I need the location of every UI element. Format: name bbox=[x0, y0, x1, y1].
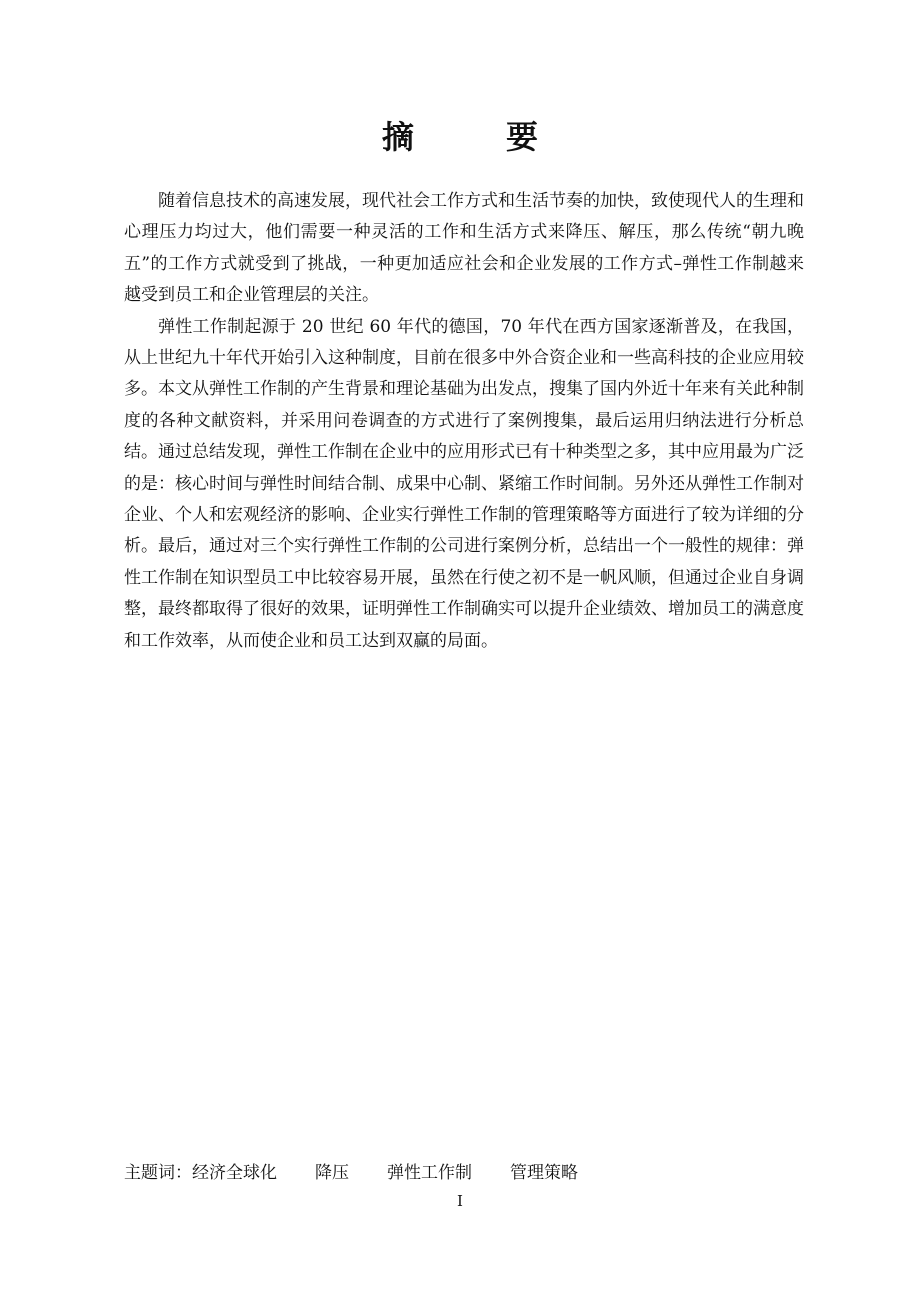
keywords-label: 主题词： bbox=[124, 1163, 192, 1183]
keyword-3: 弹性工作制 bbox=[387, 1163, 472, 1183]
keywords-line bbox=[124, 1160, 804, 1186]
page-number: I bbox=[457, 1192, 463, 1210]
abstract-body bbox=[124, 186, 804, 657]
abstract-paragraph-2: 弹性工作制起源于 20 世纪 60 年代的德国，70 年代在西方国家逐渐普及，在我国，从上世纪九十年代开始引入这种制度，目前在很多中外合资企业和一些高科技的企业应用较多。本文从弹性工作制的产生背景和理论基础为出发点，搜集了国内外近十年来有关此种制度的各种文献资料，并采用问卷调查的方式进行了案例搜集，最后运用归纳法进行分析总结。通过总结发现，弹性工作制在企业中的应用形式已有十种类型之多，其中应用最为广泛的是：核心时间与弹性时间结合制、成果中心制、紧缩工作时间制。另外还从弹性工作制对企业、个人和宏观经济的影响、企业实行弹性工作制的管理策略等方面进行了较为详细的分析。最后，通过对三个实行弹性工作制的公司进行案例分析，总结出一个一般性的规律：弹性工作制在知识型员工中比较容易开展，虽然在行使之初不是一帆风顺，但通过企业自身调整，最终都取得了很好的效果，证明弹性工作制确实可以提升企业绩效、增加员工的满意度和工作效率，从而使企业和员工达到双赢的局面。 bbox=[124, 316, 804, 651]
keyword-1: 经济全球化 bbox=[192, 1163, 277, 1183]
abstract-paragraph-1: 随着信息技术的高速发展，现代社会工作方式和生活节奏的加快，致使现代人的生理和心理压力均过大，他们需要一种灵活的工作和生活方式来降压、解压，那么传统“朝九晚五”的工作方式就受到了挑战，一种更加适应社会和企业发展的工作方式–弹性工作制越来越受到员工和企业管理层的关注。 bbox=[124, 191, 804, 306]
keyword-2: 降压 bbox=[315, 1163, 349, 1183]
page-title: 摘 要 bbox=[381, 118, 568, 156]
keyword-4: 管理策略 bbox=[510, 1163, 578, 1183]
